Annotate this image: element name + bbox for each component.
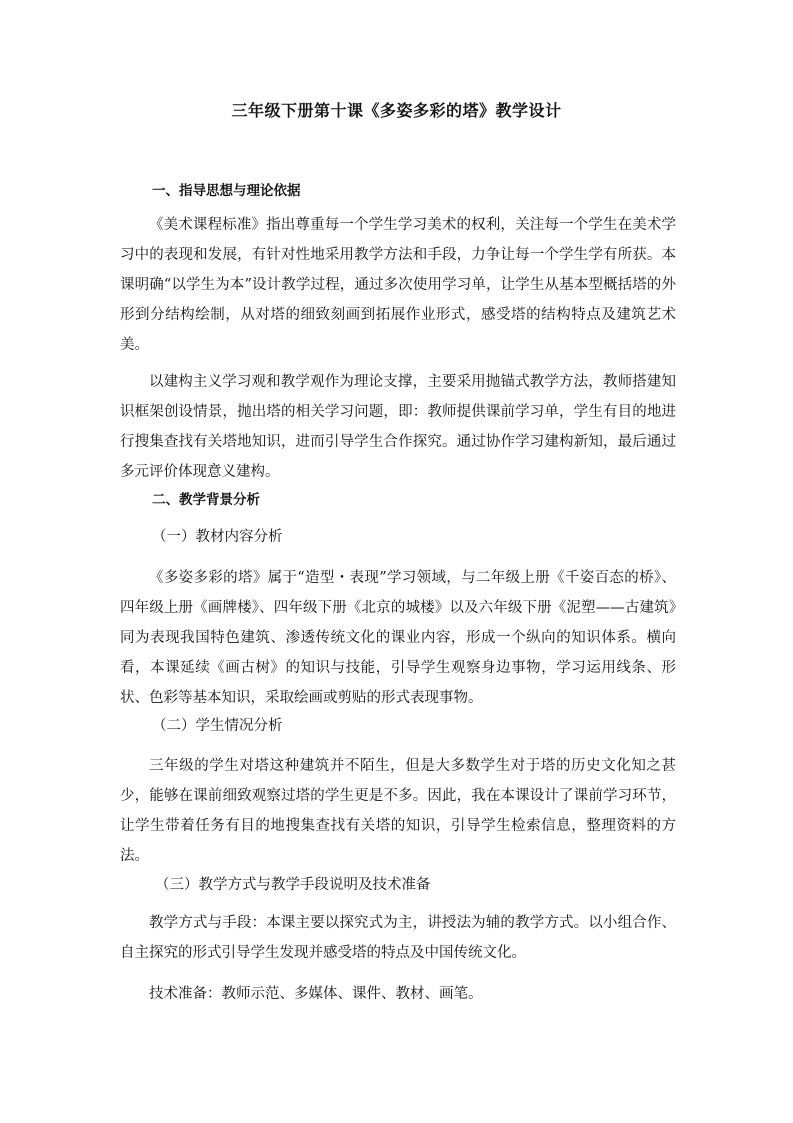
- paragraph-student-analysis: 三年级的学生对塔这种建筑并不陌生，但是大多数学生对于塔的历史文化知之甚少，能够在课前细致观察过塔的学生更是不多。因此，我在本课设计了课前学习环节，让学生带着任务有目的地搜集查找有关塔的知识，引导学生检索信息，整理资料的方法。: [120, 758, 676, 864]
- paragraph-teaching-methods: 教学方式与手段：本课主要以探究式为主，讲授法为辅的教学方式。以小组合作、自主探究的形式引导学生发现并感受塔的特点及中国传统文化。: [120, 915, 676, 961]
- paragraph-technical-preparation: 技术准备：教师示范、多媒体、课件、教材、画笔。: [149, 986, 483, 1002]
- subheading-textbook-analysis: （一）教材内容分析: [152, 529, 283, 545]
- paragraph-constructivism: 以建构主义学习观和教学观作为理论支撑，主要采用抛锚式教学方法，教师搭建知识框架创设情景，抛出塔的相关学习问题，即：教师提供课前学习单，学生有目的地进行搜集查找有关塔地知识，进而引导学生合作探究。通过协作学习建构新知，最后通过多元评价体现意义建构。: [120, 374, 676, 480]
- subheading-student-analysis: （二）学生情况分析: [152, 718, 283, 734]
- subheading-teaching-methods: （三）教学方式与教学手段说明及技术准备: [155, 877, 431, 893]
- section-heading-guiding-ideas: 一、指导思想与理论依据: [152, 183, 301, 199]
- section-heading-background-analysis: 二、教学背景分析: [152, 492, 260, 508]
- paragraph-textbook-analysis: 《多姿多彩的塔》属于“造型・表现”学习领域，与二年级上册《千姿百态的桥》、四年级上册《画牌楼》、四年级下册《北京的城楼》以及六年级下册《泥塑——古建筑》同为表现我国特色建筑、渗透传统文化的课业内容，形成一个纵向的知识体系。横向看，本课延续《画古树》的知识与技能，引导学生观察身边事物，学习运用线条、形状、色彩等基本知识，采取绘画或剪贴的形式表现事物。: [120, 570, 676, 706]
- document-title: 三年级下册第十课《多姿多彩的塔》教学设计: [231, 101, 562, 120]
- paragraph-curriculum-standard: 《美术课程标准》指出尊重每一个学生学习美术的权利，关注每一个学生在美术学习中的表现和发展，有针对性地采用教学方法和手段，力争让每一个学生学有所获。本课明确“以学生为本”设计教学过程，通过多次使用学习单，让学生从基本型概括塔的外形到分结构绘制，从对塔的细致刻画到拓展作业形式，感受塔的结构特点及建筑艺术美。: [120, 217, 676, 353]
